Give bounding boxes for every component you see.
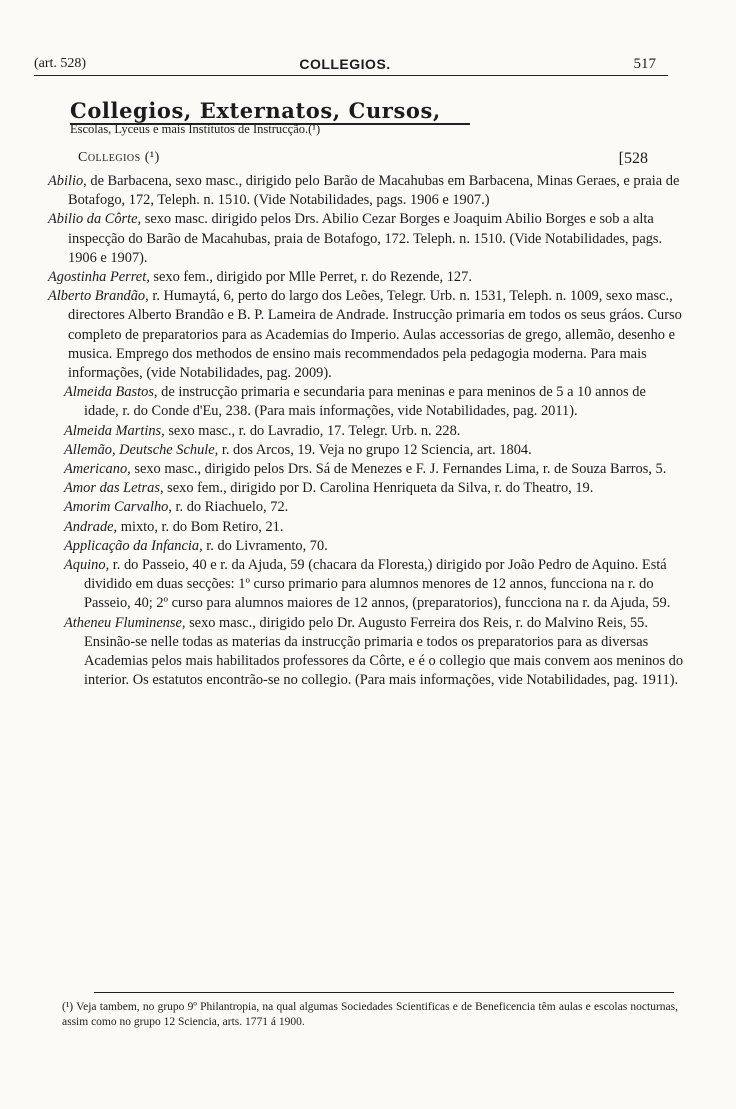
list-item (36, 172, 684, 210)
section-number: [528 (618, 150, 648, 167)
entry-name: Amor das Letras, (64, 480, 164, 497)
entry-text: de instrucção primaria e secundaria para meninas e para meninos de 5 a 10 annos de idade, r. do Conde d'Eu, 238. (Para mais informações, vide Notabilidades, pag. 2011). (84, 384, 646, 420)
entry-text: sexo fem., dirigido por Mlle Perret, r. do Rezende, 127. (149, 269, 472, 286)
chapter-subtitle: Escolas, Lyceus e mais Institutos de Instrucção.(¹) (70, 122, 321, 136)
list-item (36, 287, 684, 383)
entry-text: r. do Riachuelo, 72. (171, 499, 289, 516)
entry-text: de Barbacena, sexo masc., dirigido pelo Barão de Macahubas em Barbacena, Minas Geraes, e praia de Botafogo, 172, Teleph. n. 1510. (Vide Notabilidades, pags. 1906 e 1907.) (68, 173, 680, 209)
list-item (36, 479, 684, 498)
section-label: Collegios (¹) (78, 150, 160, 165)
entry-name: Alberto Brandão, (48, 288, 149, 305)
list-item (36, 498, 684, 517)
list-item (36, 210, 684, 268)
entry-name: Almeida Bastos, (64, 384, 158, 401)
list-item (36, 268, 684, 287)
entry-text: sexo masc. dirigido pelos Drs. Abilio Cezar Borges e Joaquim Abilio Borges e sob a alta inspecção do Barão de Macahubas, praia de Botafogo, 172. Teleph. n. 1510. (Vide Notabilidades, pags. 1906 e 1907). (68, 211, 663, 266)
page-number: 517 (633, 56, 656, 72)
header-section-title: COLLEGIOS. (299, 56, 391, 72)
list-item (36, 383, 684, 421)
entry-name: Allemão, Deutsche Schule, (64, 441, 219, 458)
header-rule (34, 75, 668, 76)
running-header (34, 56, 656, 74)
section-heading (78, 150, 648, 168)
entry-name: Americano, (64, 461, 131, 478)
entry-name: Abilio da Côrte, (48, 211, 142, 228)
list-item (36, 422, 684, 441)
entry-name: Atheneu Fluminense, (64, 614, 186, 631)
list-item (36, 614, 684, 691)
entry-text: sexo masc., r. do Lavradio, 17. Telegr. Urb. n. 228. (164, 422, 461, 439)
footnote-rule (94, 992, 674, 993)
entry-text: sexo fem., dirigido por D. Carolina Henriqueta da Silva, r. do Theatro, 19. (163, 480, 594, 497)
list-item (36, 556, 684, 614)
list-item (36, 460, 684, 479)
entry-name: Abilio, (48, 173, 87, 189)
entry-text: r. do Livramento, 70. (202, 537, 328, 554)
entry-list (36, 172, 684, 690)
list-item (36, 518, 684, 537)
list-item (36, 537, 684, 556)
list-item (36, 441, 684, 460)
entry-name: Almeida Martins, (64, 422, 165, 439)
entry-text: mixto, r. do Bom Retiro, 21. (117, 518, 284, 535)
footnote: (¹) Veja tambem, no grupo 9º Philantropia, na qual algumas Sociedades Scientificas e de Beneficencia têm aulas e escolas nocturnas, assim como no grupo 12 Sciencia, arts. 1771 á 1900. (62, 1001, 678, 1028)
header-article-ref: (art. 528) (34, 56, 87, 71)
entry-text: r. do Passeio, 40 e r. da Ajuda, 59 (chacara da Floresta,) dirigido por João Pedro de Aquino. Está dividido em duas secções: 1º curso primario para alumnos menores de 12 annos, funcciona na r. do Passeio, 40; 2º curso para alumnos maiores de 12 annos, (preparatorios), funcciona na r. da Ajuda, 59. (84, 557, 671, 612)
entry-name: Amorim Carvalho, (64, 499, 172, 516)
entry-name: Agostinha Perret, (48, 269, 150, 286)
entry-name: Aquino, (64, 557, 110, 574)
chapter-title: Collegios, Externatos, Cursos, (70, 98, 441, 123)
entry-text: r. Humaytá, 6, perto do largo dos Leões, Telegr. Urb. n. 1531, Teleph. n. 1009, sexo masc., directores Alberto Brandão e B. P. Lameira de Andrade. Instrucção primaria em todos os seus gráos. Curso completo de preparatorios para as Academias do Imperio. Aulas accessorias de grego, allemão, desenho e musica. Emprego dos methodos de ensino mais recommendados pela pedagogia moderna. Para mais informações, (vide Notabilidades, pag. 2009). (68, 288, 682, 382)
entry-text: sexo masc., dirigido pelo Dr. Augusto Ferreira dos Reis, r. do Malvino Reis, 55. Ensinão-se nelle todas as materias da instrucção primaria e todos os preparatorios para as diversas Academias pelos mais habilitados professores da Côrte, e é o collegio que mais convem aos meninos do interior. Os estatutos encontrão-se no collegio. (Para mais informações, vide Notabilidades, pag. 1911). (84, 614, 684, 689)
entry-text: sexo masc., dirigido pelos Drs. Sá de Menezes e F. J. Fernandes Lima, r. de Souza Barros, 5. (130, 461, 667, 478)
entry-name: Applicação da Infancia, (64, 537, 203, 554)
entry-name: Andrade, (64, 518, 118, 535)
entry-text: r. dos Arcos, 19. Veja no grupo 12 Sciencia, art. 1804. (218, 441, 532, 458)
